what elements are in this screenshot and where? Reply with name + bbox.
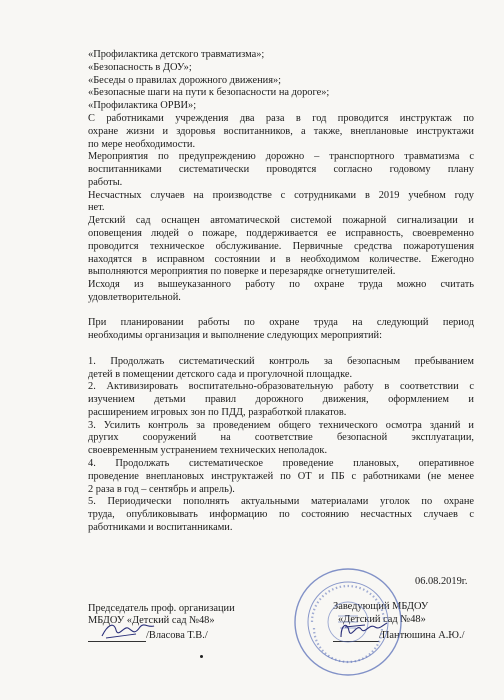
text-line: «Беседы о правилах дорожного движения»; [88,74,282,86]
text-line: 3. Усилить контроль за проведением общего технического осмотра зданий и [88,419,474,431]
text-line: При планировании работы по охране труда на следующий период [88,317,474,329]
right-signatory-org: «Детский сад №48» [338,614,426,625]
text-line: по мере необходимости. [88,138,196,150]
text-line: «Профилактика детского травматизма»; [88,49,265,60]
right-handwritten-signature [335,617,391,643]
text-line: Исходя из вышеуказанного работу по охране труда можно считать [88,279,474,290]
text-line: Мероприятия по предупреждению дорожно – транспортного травматизма с [88,151,474,163]
text-line: воспитанниками систематически проводятся согласно годовому плану [88,164,474,175]
text-line: 4. Продолжать систематическое проведение плановых, оперативное [88,458,474,469]
text-line: работы. [88,176,123,188]
text-line: изучением детьми правил дорожного движения, оформлением и [88,394,474,406]
text-line: «Безопасность в ДОУ»; [88,61,192,73]
text-line: проведение внеплановых инструктажей по ОТ и ПБ с работниками (не менее [88,470,474,482]
text-line: охране жизни и здоровья воспитанников, а также, внеплановые инструктажи [88,125,474,137]
text-line: своевременным устранением технических неполадок. [88,445,328,457]
text-line: 5. Периодически пополнять актуальными материалами уголок по охране [88,496,474,508]
text-line: удовлетворительной. [88,291,181,303]
left-signatory-org: МБДОУ «Детский сад №48» [88,615,215,626]
left-signatory-title: Председатель проф. организации [88,603,235,614]
page-mark-dot [200,655,203,658]
text-line: «Профилактика ОРВИ»; [88,100,197,112]
left-signatory-name: /Власова Т.В./ [146,630,208,641]
text-line: детей в помещении детского сада и прогулочной площадке. [88,368,353,380]
text-line: 1. Продолжать систематический контроль за безопасным пребыванием [88,355,474,367]
left-handwritten-signature [98,618,158,644]
text-line: С работниками учреждения два раза в год проводится инструктаж по [88,112,474,124]
text-line: оповещения людей о пожаре, поддерживается ее исправность, своевременно [88,227,474,239]
text-line: расширением игровых зон по ПДД, разработкой плакатов. [88,406,347,418]
text-line: находятся в исправном состоянии и в необходимом количестве. Ежегодно [88,253,474,265]
document-date: 06.08.2019г. [415,576,468,587]
text-line: проводится техническое обслуживание. Первичные средства пожаротушения [88,240,474,252]
text-line: 2 раза в год – сентябрь и апрель). [88,483,235,495]
text-line: необходимы организация и выполнение следующих мероприятий: [88,330,383,342]
text-line: других сооружений на соответствие безопасной эксплуатации, [88,432,474,444]
right-signatory-name: /Пантюшина А.Ю./ [379,630,465,641]
text-line: Детский сад оснащен автоматической системой пожарной сигнализации и [88,215,474,227]
text-line: труда, опубликовывать информацию по состоянию несчастных случаев с [88,509,474,521]
right-signatory-title: Заведующий МБДОУ [333,601,429,612]
text-line: «Безопасные шаги на пути к безопасности на дороге»; [88,87,330,99]
text-line: Несчастных случаев на производстве с сотрудниками в 2019 учебном году [88,189,474,201]
text-line: нет. [88,202,105,214]
text-line: выполняются мероприятия по поверке и перезарядке огнетушителей. [88,266,396,278]
text-line: 2. Активизировать воспитательно-образовательную работу в соответствии с [88,381,474,393]
text-line: работниками и воспитанниками. [88,521,233,533]
